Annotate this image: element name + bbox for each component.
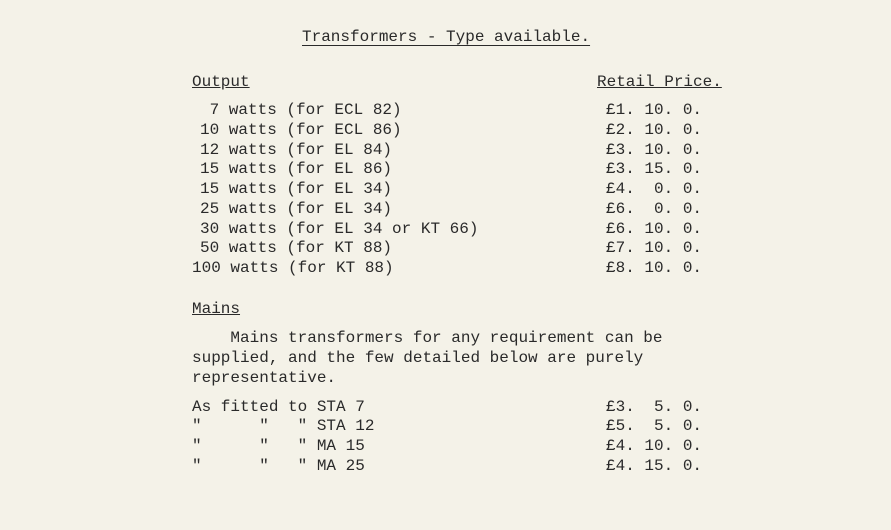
mains-row-price: £4. 15. 0. [606, 457, 703, 475]
mains-row-label: As fitted to STA 7 [192, 398, 365, 416]
page-title: Transformers - Type available. [302, 28, 591, 46]
output-row-label: 15 watts (for EL 86) [200, 160, 393, 178]
output-row-label: 15 watts (for EL 34) [200, 180, 393, 198]
output-row-price: £7. 10. 0. [606, 239, 703, 257]
output-row-label: 100 watts (for KT 88) [192, 259, 394, 277]
output-row-price: £2. 10. 0. [606, 121, 703, 139]
output-row-price: £3. 10. 0. [606, 141, 703, 159]
output-row-price: £3. 15. 0. [606, 160, 703, 178]
mains-row-price: £5. 5. 0. [606, 417, 703, 435]
output-row-price: £6. 0. 0. [606, 200, 703, 218]
output-row-label: 12 watts (for EL 84) [200, 141, 393, 159]
output-row-price: £6. 10. 0. [606, 220, 703, 238]
output-column-header: Output [192, 73, 250, 91]
output-row-label: 50 watts (for KT 88) [200, 239, 393, 257]
mains-paragraph-line: Mains transformers for any requirement can be [192, 329, 663, 347]
mains-paragraph-line: supplied, and the few detailed below are purely [192, 349, 644, 367]
mains-row-label: " " " MA 25 [192, 457, 365, 475]
mains-row-price: £3. 5. 0. [606, 398, 703, 416]
retail-price-column-header: Retail Price. [597, 73, 722, 91]
output-row-price: £8. 10. 0. [606, 259, 703, 277]
output-row-label: 30 watts (for EL 34 or KT 66) [200, 220, 479, 238]
output-row-label: 25 watts (for EL 34) [200, 200, 393, 218]
mains-row-label: " " " MA 15 [192, 437, 365, 455]
mains-heading: Mains [192, 300, 241, 318]
output-row-label: 7 watts (for ECL 82) [200, 101, 402, 119]
mains-paragraph-line: representative. [192, 369, 337, 387]
output-row-label: 10 watts (for ECL 86) [200, 121, 402, 139]
mains-row-label: " " " STA 12 [192, 417, 375, 435]
output-row-price: £4. 0. 0. [606, 180, 703, 198]
output-row-price: £1. 10. 0. [606, 101, 703, 119]
mains-row-price: £4. 10. 0. [606, 437, 703, 455]
